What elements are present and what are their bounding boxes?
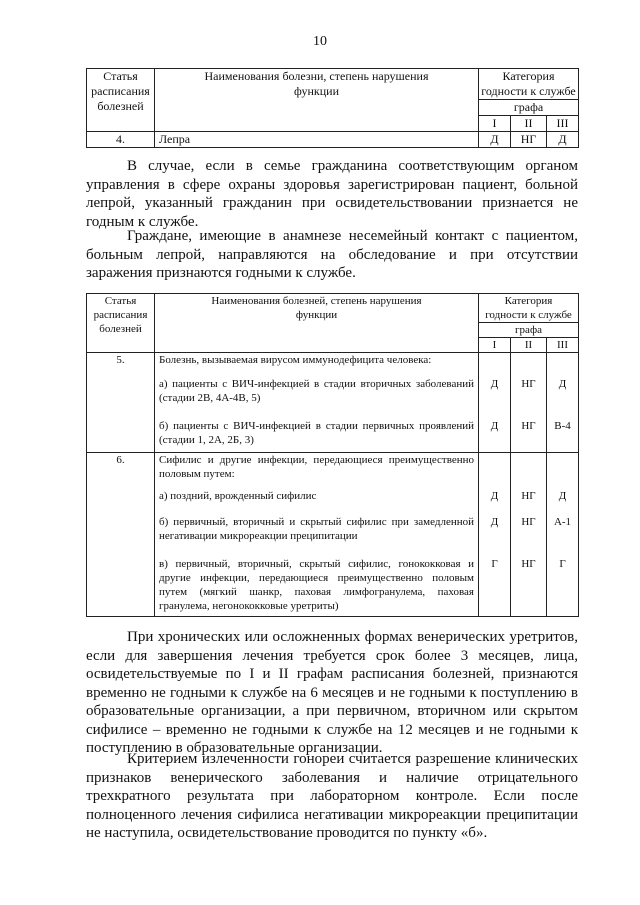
grafa-label-1: I xyxy=(479,116,511,132)
grafa-label-2: II xyxy=(511,116,547,132)
article-6-item-a: а) поздний, врожденный сифилис xyxy=(155,489,479,515)
row-article: 4. xyxy=(87,132,155,148)
article-6-b-value-1: Д xyxy=(479,515,511,557)
row-value-3: Д xyxy=(547,132,579,148)
article-5-a-value-1: Д xyxy=(479,377,511,419)
article-5-b-value-1: Д xyxy=(479,419,511,453)
grafa-label-1: I xyxy=(479,338,511,353)
article-6-a-value-2: НГ xyxy=(511,489,547,515)
header-article: Статья расписания болезней xyxy=(87,69,155,132)
disease-table-1 xyxy=(86,68,579,148)
article-6-a-value-1: Д xyxy=(479,489,511,515)
header-category-line2: годности к службе xyxy=(481,84,576,98)
article-5-item-a: а) пациенты с ВИЧ-инфекцией в стадии вторичных заболеваний (стадии 2В, 4А-4В, 5) xyxy=(155,377,479,419)
paragraph: Граждане, имеющие в анамнезе несемейный контакт с пациентом, больным лепрой, направляются на обследование и при отсутствии заражения признаются годными к службе. xyxy=(86,228,578,281)
grafa-label-3: III xyxy=(547,338,579,353)
row-disease: Лепра xyxy=(155,132,479,148)
article-5-a-value-2: НГ xyxy=(511,377,547,419)
article-5-item-b: б) пациенты с ВИЧ-инфекцией в стадии первичных проявлений (стадии 1, 2А, 2Б, 3) xyxy=(155,419,479,453)
article-6-b-value-3: А-1 xyxy=(547,515,579,557)
paragraph: В случае, если в семье гражданина соответствующим органом управления в сфере охраны здоровья зарегистрирован пациент, больной лепрой, указанный гражданин при освидетельствовании признается не годным к службе. xyxy=(86,158,578,230)
row-value-1: Д xyxy=(479,132,511,148)
header-grafa: графа xyxy=(479,323,579,338)
header-article: Статья расписания болезней xyxy=(87,294,155,353)
header-category-line2: годности к службе xyxy=(485,309,572,321)
article-6-item-v: в) первичный, вторичный, скрытый сифилис, гонококковая и другие инфекции, передающиеся преимущественно половым путем (мягкий шанкр, паховая лимфогранулема, паховая гранулема, негонококковые уретриты) xyxy=(155,557,479,617)
article-5-a-value-3: Д xyxy=(547,377,579,419)
disease-table-2 xyxy=(86,293,579,617)
paragraph: При хронических или осложненных формах венерических уретритов, если для завершения лечения требуется срок более 3 месяцев, лица, освидетельствуемые по I и II графам расписания болезней, признаются временно не годными к службе на 6 месяцев и не годными к поступлению в образовательные организации, а при первичном, вторичном или скрытом сифилисе – временно не годными к службе на 12 месяцев и не годными к поступлению в образовательные организации. xyxy=(86,629,578,756)
article-6-v-value-2: НГ xyxy=(511,557,547,617)
article-5-number: 5. xyxy=(87,353,155,453)
paragraph: Критерием излеченности гонореи считается разрешение клинических признаков венерического заболевания и наличие отрицательного трехкратного результата при лабораторном контроле. Если после полноценного лечения сифилиса негативации микрореакции преципитации не наступила, освидетельствование проводится по пункту «б». xyxy=(86,751,578,841)
article-6-number: 6. xyxy=(87,453,155,617)
article-6-b-value-2: НГ xyxy=(511,515,547,557)
article-5-title: Болезнь, вызываемая вирусом иммунодефицита человека: xyxy=(155,353,479,377)
article-6-title: Сифилис и другие инфекции, передающиеся преимущественно половым путем: xyxy=(155,453,479,489)
header-category-line1: Категория xyxy=(504,295,553,307)
article-5-b-value-2: НГ xyxy=(511,419,547,453)
header-category-line1: Категория xyxy=(502,69,555,83)
row-value-2: НГ xyxy=(511,132,547,148)
article-6-item-b: б) первичный, вторичный и скрытый сифилис при замедленной негативации микрореакции преципитации xyxy=(155,515,479,557)
header-disease: Наименования болезни, степень нарушения функции xyxy=(155,69,479,132)
article-6-v-value-1: Г xyxy=(479,557,511,617)
header-disease: Наименования болезней, степень нарушения функции xyxy=(155,294,479,353)
header-category xyxy=(479,69,579,100)
article-5-b-value-3: В-4 xyxy=(547,419,579,453)
header-category xyxy=(479,294,579,323)
header-grafa: графа xyxy=(479,100,579,116)
page-number: 10 xyxy=(313,34,327,49)
article-6-v-value-3: Г xyxy=(547,557,579,617)
grafa-label-2: II xyxy=(511,338,547,353)
grafa-label-3: III xyxy=(547,116,579,132)
article-6-a-value-3: Д xyxy=(547,489,579,515)
